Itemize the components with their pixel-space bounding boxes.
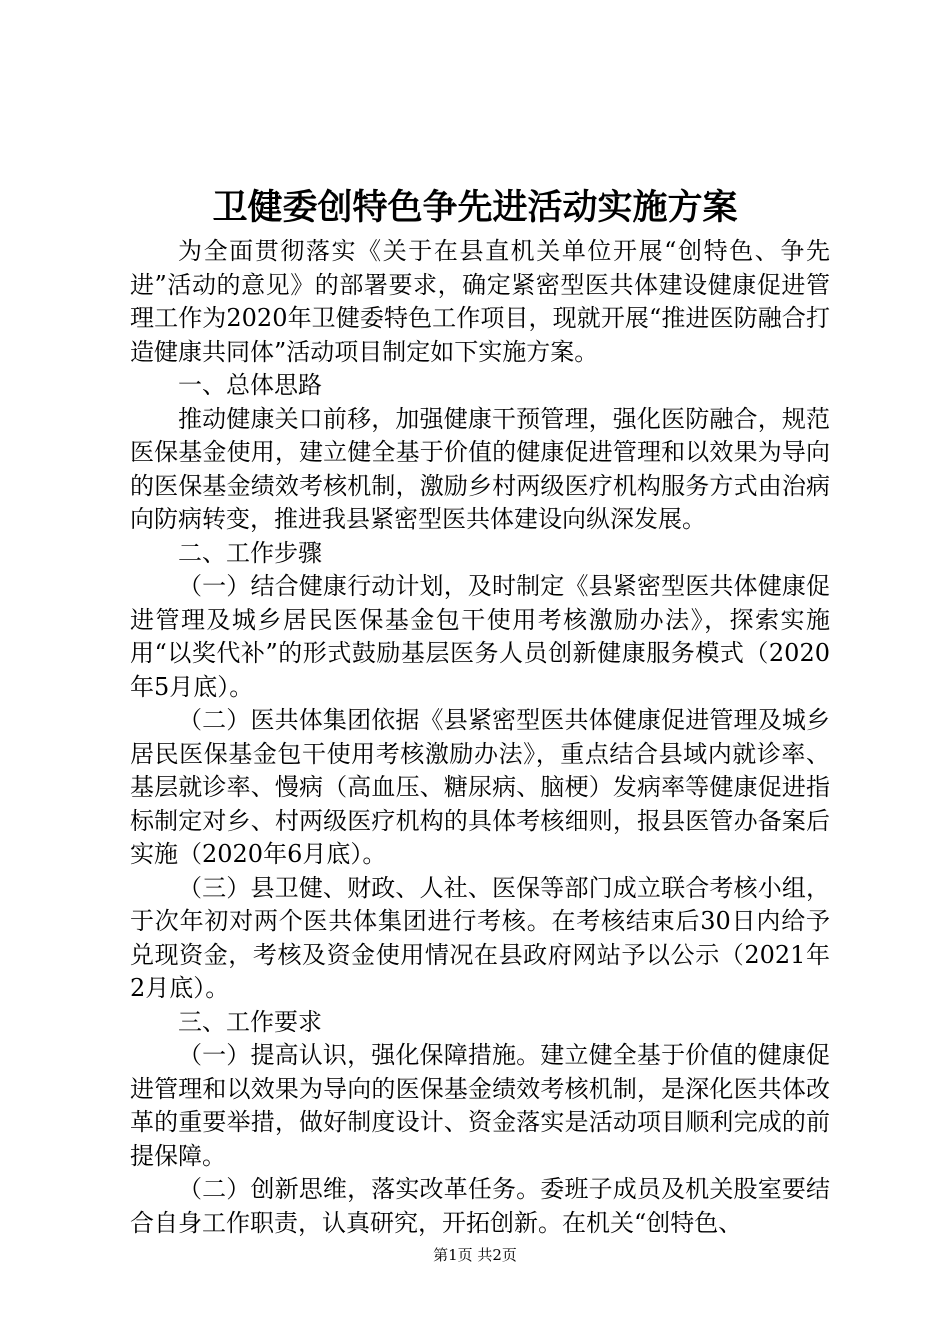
paragraph-overall-approach: 推动健康关口前移，加强健康干预管理，强化医防融合，规范医保基金使用，建立健全基于价值的健康促进管理和以效果为导向的医保基金绩效考核机制，激励乡村两级医疗机构服务方式由治病向防病转变，推进我县紧密型医共体建设向纵深发展。 <box>130 404 830 533</box>
paragraph-step-2: （二）医共体集团依据《县紧密型医共体健康促进管理及城乡居民医保基金包干使用考核激励办法》，重点结合县域内就诊率、基层就诊率、慢病（高血压、糖尿病、脑梗）发病率等健康促进指标制定对乡、村两级医疗机构的具体考核细则，报县医管办备案后实施（2020年6月底）。 <box>130 706 830 868</box>
heading-work-steps: 二、工作步骤 <box>178 538 322 567</box>
page-number: 第1页 共2页 <box>433 1246 517 1264</box>
paragraph-step-3: （三）县卫健、财政、人社、医保等部门成立联合考核小组，于次年初对两个医共体集团进行考核。在考核结束后30日内给予兑现资金，考核及资金使用情况在县政府网站予以公示（2021年2月底）。 <box>130 873 830 1002</box>
paragraph-requirement-1: （一）提高认识，强化保障措施。建立健全基于价值的健康促进管理和以效果为导向的医保基金绩效考核机制，是深化医共体改革的重要举措，做好制度设计、资金落实是活动项目顺利完成的前提保障。 <box>130 1041 830 1170</box>
paragraph-step-1: （一）结合健康行动计划，及时制定《县紧密型医共体健康促进管理及城乡居民医保基金包干使用考核激励办法》，探索实施用“以奖代补”的形式鼓励基层医务人员创新健康服务模式（2020年5月底）。 <box>130 572 830 701</box>
document-body <box>130 235 830 1240</box>
heading-work-requirements: 三、工作要求 <box>178 1007 322 1036</box>
heading-overall-approach: 一、总体思路 <box>178 371 322 399</box>
document-title: 卫健委创特色争先进活动实施方案 <box>212 187 738 228</box>
paragraph-intro: 为全面贯彻落实《关于在县直机关单位开展“创特色、争先进”活动的意见》的部署要求，确定紧密型医共体建设健康促进管理工作为2020年卫健委特色工作项目，现就开展“推进医防融合打造健康共同体”活动项目制定如下实施方案。 <box>130 237 830 366</box>
paragraph-requirement-2: （二）创新思维，落实改革任务。委班子成员及机关股室要结合自身工作职责，认真研究，开拓创新。在机关“创特色、 <box>130 1175 830 1237</box>
